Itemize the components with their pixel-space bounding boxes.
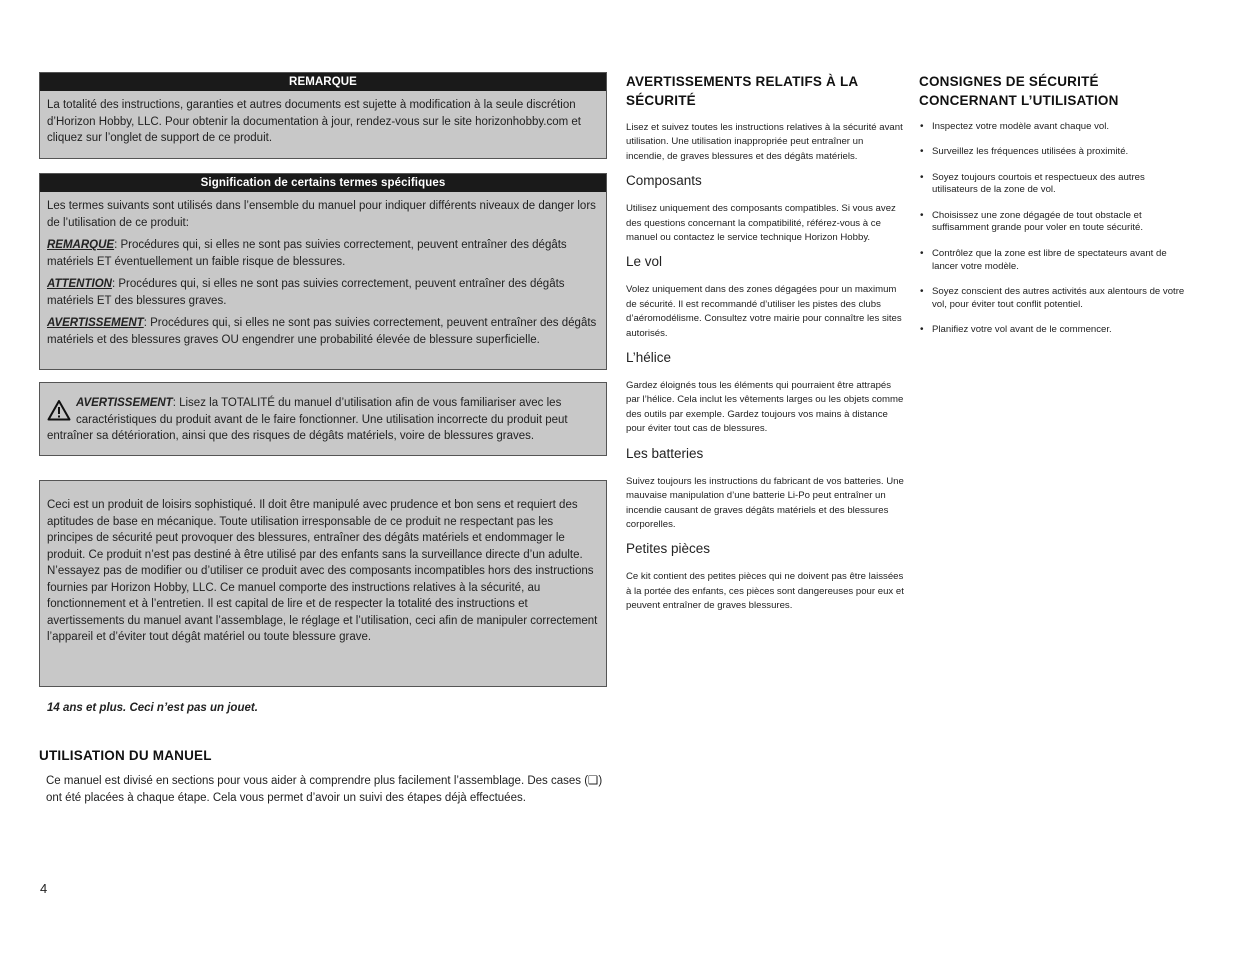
intro-box <box>39 480 607 687</box>
section-text-petites-pieces: Ce kit contient des petites pièces qui ne doivent pas être laissées à la portée des enfants, ces pièces sont dangereuses pour eux et peuvent entraîner de graves blessures. <box>626 571 904 612</box>
warning-box <box>39 382 607 456</box>
terms-box <box>39 173 607 370</box>
term-attention-label: ATTENTION <box>47 278 112 290</box>
list-item: • Contrôlez que la zone est libre de spectateurs avant de lancer votre modèle. <box>919 248 1187 274</box>
section-text-helice: Gardez éloignés tous les éléments qui pourraient être attrapés par l’hélice. Cela inclut les vêtements larges ou les objets comme des outils par exemple. Gardez toujours vos mains à distance pour éviter tout cas de blessures. <box>626 380 904 435</box>
usage-safety-title: CONSIGNES DE SÉCURITÉ CONCERNANT L’UTILISATION <box>919 74 1119 108</box>
page-number: 4 <box>40 881 48 896</box>
usage-safety-list <box>919 121 1187 337</box>
term-avertissement-label: AVERTISSEMENT <box>47 317 144 329</box>
term-remarque-text: : Procédures qui, si elles ne sont pas suivies correctement, peuvent entraîner des dégâts matériels ET éventuellement un faible risque de blessures. <box>47 239 567 268</box>
section-title-batteries: Les batteries <box>626 445 704 461</box>
usage-safety-column <box>919 72 1187 349</box>
safety-intro: Lisez et suivez toutes les instructions relatives à la sécurité avant utilisation. Une utilisation inappropriée peut entraîner un incendie, de graves blessures et des dégâts matériels. <box>626 122 903 162</box>
terms-title: Signification de certains termes spécifiques <box>40 174 606 192</box>
term-avertissement-text: : Procédures qui, si elles ne sont pas suivies correctement, peuvent entraîner des dégâts matériels et des blessures graves OU engendrer une probabilité élevée de blessure superficielle. <box>47 317 597 346</box>
warning-term: AVERTISSEMENT <box>76 397 173 409</box>
safety-column <box>626 72 904 614</box>
section-title-composants: Composants <box>626 173 702 189</box>
term-attention <box>47 276 599 309</box>
list-item: • Choisissez une zone dégagée de tout obstacle et suffisamment grande pour voler en toute sécurité. <box>919 210 1187 236</box>
section-title-vol: Le vol <box>626 254 663 270</box>
section-text-composants: Utilisez uniquement des composants compatibles. Si vous avez des questions concernant la compatibilité, référez-vous à ce manuel ou contactez le service technique Horizon Hobby. <box>626 203 896 244</box>
list-item: • Planifiez votre vol avant de le commencer. <box>919 324 1187 337</box>
list-item: • Surveillez les fréquences utilisées à proximité. <box>919 146 1187 159</box>
term-attention-text: : Procédures qui, si elles ne sont pas suivies correctement, peuvent entraîner des dégâts matériels ET des blessures graves. <box>47 278 565 307</box>
intro-text: Ceci est un produit de loisirs sophistiqué. Il doit être manipulé avec prudence et bon sens et requiert des aptitudes de base en mécanique. Toute utilisation irresponsable de ce produit ne respectant pas les principes de sécurité peut provoquer des blessures, entraîner des dégâts matériels et endommager le produit. Ce produit n’est pas destiné à être utilisé par des enfants sans la surveillance directe d’un adulte. N’essayez pas de modifier ou d’utiliser ce produit avec des composants incompatibles hors des instructions fournies par Horizon Hobby, LLC. Ce manuel comporte des instructions relatives à la sécurité, au fonctionnement et à l’entretien. Il est capital de lire et de respecter la totalité des instructions et avertissements du manuel avant l’assemblage, le réglage et l’utilisation, ceci afin de manipuler correctement l’appareil et d’éviter tout dégât matériel ou toute blessure grave. <box>47 499 598 643</box>
section-title-petites-pieces: Petites pièces <box>626 541 711 557</box>
usage-title: UTILISATION DU MANUEL <box>39 748 212 763</box>
term-remarque-label: REMARQUE <box>47 239 115 251</box>
safety-title: AVERTISSEMENTS RELATIFS À LA SÉCURITÉ <box>626 74 858 108</box>
remarque-box <box>39 72 607 159</box>
section-title-helice: L’hélice <box>626 350 672 366</box>
section-text-batteries: Suivez toujours les instructions du fabricant de vos batteries. Une mauvaise manipulation d’une batterie Li-Po peut entraîner un incendie causant de graves dégâts matériels et des blessures corporelles. <box>626 475 904 530</box>
list-item: • Soyez conscient des autres activités aux alentours de votre vol, pour éviter tout conflit potentiel. <box>919 286 1187 312</box>
list-item: • Inspectez votre modèle avant chaque vol. <box>919 121 1187 134</box>
list-item: • Soyez toujours courtois et respectueux des autres utilisateurs de la zone de vol. <box>919 172 1187 198</box>
section-text-vol: Volez uniquement dans des zones dégagées pour un maximum de sécurité. Il est recommandé d’utiliser les pistes des clubs d’aéromodélisme. Consultez votre mairie pour connaître les sites autorisés. <box>626 284 902 339</box>
warning-triangle-icon <box>47 399 71 421</box>
usage-text: Ce manuel est divisé en sections pour vous aider à comprendre plus facilement l’assemblage. Des cases (❑) ont été placées à chaque étape. Cela vous permet d’avoir un suivi des étapes déjà effectuées. <box>46 775 603 804</box>
remarque-title: REMARQUE <box>40 73 606 91</box>
warning-text: : Lisez la TOTALITÉ du manuel d’utilisation afin de vous familiariser avec les caractéristiques du produit avant de le faire fonctionner. Une utilisation incorrecte du produit peut entraîner sa détérioration, ainsi que des risques de dégâts matériels, voire de blessures graves. <box>47 397 568 442</box>
age-notice: 14 ans et plus. Ceci n’est pas un jouet. <box>47 702 258 714</box>
term-remarque <box>47 237 599 270</box>
remarque-text: La totalité des instructions, garanties et autres documents est sujette à modification à la seule discrétion d’Horizon Hobby, LLC. Pour obtenir la documentation à jour, rendez-vous sur le site horizonhobby.com et cliquez sur l’onglet de support de ce produit. <box>47 99 581 144</box>
terms-intro: Les termes suivants sont utilisés dans l’ensemble du manuel pour indiquer différents niveaux de danger lors de l’utilisation de ce produit: <box>47 200 596 229</box>
term-avertissement <box>47 315 599 348</box>
